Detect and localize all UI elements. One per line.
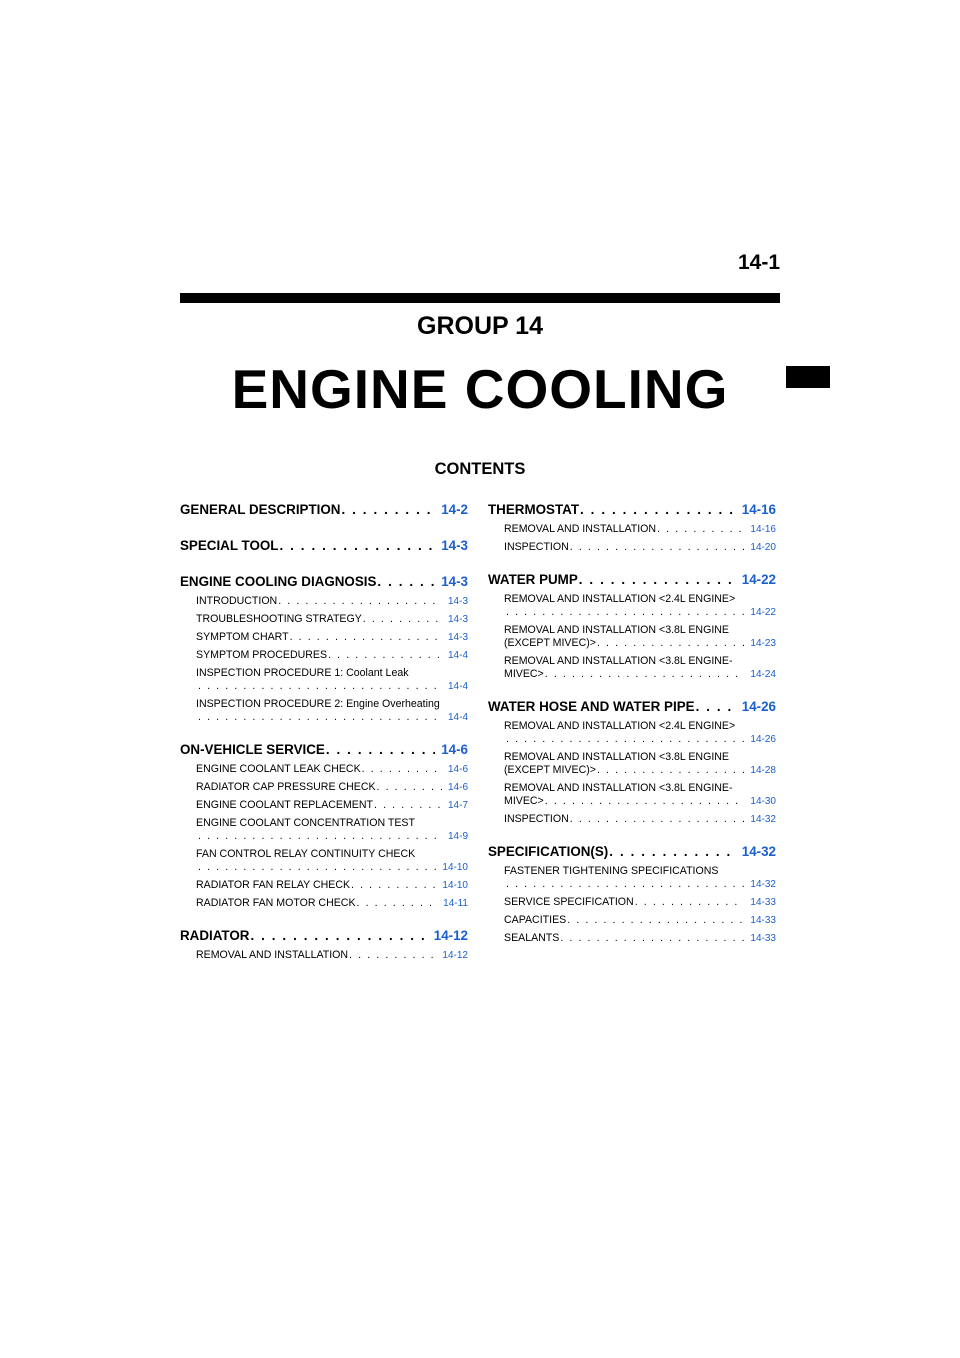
entry-row: [196, 595, 468, 608]
leader-dots: [249, 926, 427, 946]
toc-subentries: [180, 763, 468, 910]
leader-dots: [579, 500, 736, 520]
section-title: THERMOSTAT: [488, 502, 579, 517]
toc-entry[interactable]: [504, 813, 776, 826]
entry-page-link[interactable]: 14-33: [750, 933, 776, 944]
entry-page-link[interactable]: 14-6: [447, 782, 468, 793]
entry-page-link[interactable]: 14-3: [447, 632, 468, 643]
leader-dots: [348, 949, 436, 962]
toc-entry[interactable]: [504, 751, 776, 777]
entry-page-link[interactable]: 14-24: [750, 669, 776, 680]
entry-title-line2: (EXCEPT MIVEC)>: [504, 637, 596, 649]
entry-row: [196, 631, 468, 644]
entry-title: REMOVAL AND INSTALLATION <2.4L ENGINE>: [504, 593, 736, 605]
section-page-link[interactable]: 14-2: [441, 502, 468, 517]
entry-row: [196, 897, 468, 910]
entry-title: RADIATOR FAN MOTOR CHECK: [196, 897, 356, 909]
section-page-link[interactable]: 14-32: [741, 844, 776, 859]
entry-row: [196, 680, 468, 693]
entry-page-link[interactable]: 14-12: [442, 950, 468, 961]
leader-dots: [340, 500, 435, 520]
leader-dots: [278, 536, 435, 556]
entry-row: [504, 914, 776, 927]
entry-row: [196, 781, 468, 794]
section-page-link[interactable]: 14-6: [441, 742, 468, 757]
leader-dots: [361, 763, 442, 776]
entry-page-link[interactable]: 14-20: [750, 542, 776, 553]
section-title: ON-VEHICLE SERVICE: [180, 742, 325, 757]
toc-entry[interactable]: [196, 817, 468, 843]
toc-section-water-pump: [488, 570, 776, 681]
section-page-link[interactable]: 14-12: [433, 928, 468, 943]
leader-dots: [608, 842, 735, 862]
entry-row: [196, 799, 468, 812]
toc-entry[interactable]: [196, 613, 468, 626]
leader-dots: [596, 637, 744, 650]
entry-row: [196, 613, 468, 626]
entry-title: REMOVAL AND INSTALLATION <2.4L ENGINE>: [504, 720, 736, 732]
leader-dots: [544, 668, 745, 681]
toc-entry[interactable]: [504, 523, 776, 536]
entry-page-link[interactable]: 14-4: [447, 712, 468, 723]
toc-entry[interactable]: [196, 799, 468, 812]
entry-page-link[interactable]: 14-32: [750, 879, 776, 890]
entry-title: TROUBLESHOOTING STRATEGY: [196, 613, 362, 625]
toc-entry[interactable]: [196, 595, 468, 608]
toc-section-heading[interactable]: [180, 740, 468, 760]
toc-entry[interactable]: [196, 879, 468, 892]
toc-entry[interactable]: [504, 541, 776, 554]
section-title: SPECIFICATION(S): [488, 844, 609, 859]
entry-title: ENGINE COOLANT CONCENTRATION TEST: [196, 817, 415, 829]
entry-title: ENGINE COOLANT LEAK CHECK: [196, 763, 361, 775]
toc-section-heading[interactable]: [488, 842, 776, 862]
leader-dots: [596, 764, 744, 777]
toc-entry[interactable]: [196, 848, 468, 874]
entry-page-link[interactable]: 14-33: [750, 897, 776, 908]
entry-page-link[interactable]: 14-23: [750, 638, 776, 649]
entry-title: SEALANTS: [504, 932, 560, 944]
toc-entry[interactable]: [504, 914, 776, 927]
entry-row: [504, 764, 776, 777]
entry-title-line1: REMOVAL AND INSTALLATION <3.8L ENGINE: [504, 751, 729, 763]
leader-dots: [559, 932, 744, 945]
toc-subentries: [488, 523, 776, 554]
toc-entry[interactable]: [196, 698, 468, 724]
entry-title: RADIATOR FAN RELAY CHECK: [196, 879, 351, 891]
section-page-link[interactable]: 14-3: [441, 538, 468, 553]
leader-dots: [569, 541, 745, 554]
leader-dots: [196, 861, 436, 874]
section-page-link[interactable]: 14-26: [741, 699, 776, 714]
leader-dots: [277, 595, 442, 608]
toc-entry[interactable]: [196, 631, 468, 644]
toc-entry[interactable]: [504, 655, 776, 681]
group-title: GROUP 14: [417, 312, 543, 340]
toc-subentries: [488, 720, 776, 826]
entry-title: INSPECTION: [504, 813, 569, 825]
entry-row: [504, 733, 776, 746]
toc-section-general-description: [180, 500, 468, 520]
entry-page-link[interactable]: 14-4: [447, 650, 468, 661]
entry-page-link[interactable]: 14-32: [750, 814, 776, 825]
toc-section-heading[interactable]: [488, 697, 776, 717]
section-page-link[interactable]: 14-16: [741, 502, 776, 517]
entry-title: INSPECTION PROCEDURE 2: Engine Overheating: [196, 698, 440, 710]
entry-row: [504, 878, 776, 891]
leader-dots: [289, 631, 442, 644]
leader-dots: [578, 570, 736, 590]
entry-row: [504, 523, 776, 536]
leader-dots: [569, 813, 745, 826]
entry-title: REMOVAL AND INSTALLATION: [504, 523, 657, 535]
entry-title: INSPECTION PROCEDURE 1: Coolant Leak: [196, 667, 409, 679]
entry-title: INTRODUCTION: [196, 595, 278, 607]
entry-row: [504, 637, 776, 650]
toc-entry[interactable]: [196, 949, 468, 962]
entry-title-line2: (EXCEPT MIVEC)>: [504, 764, 596, 776]
entry-row: [504, 606, 776, 619]
toc-subentries: [180, 949, 468, 962]
toc-entry[interactable]: [196, 781, 468, 794]
toc-entry[interactable]: [504, 720, 776, 746]
entry-row: [196, 830, 468, 843]
entry-title-line2: MIVEC>: [504, 668, 544, 680]
leader-dots: [350, 879, 436, 892]
toc-section-radiator: [180, 926, 468, 962]
leader-dots: [544, 795, 745, 808]
leader-dots: [362, 613, 442, 626]
entry-title: RADIATOR CAP PRESSURE CHECK: [196, 781, 376, 793]
leader-dots: [504, 733, 744, 746]
toc-section-water-hose-and-water-pipe: [488, 697, 776, 826]
toc-entry[interactable]: [504, 593, 776, 619]
entry-page-link[interactable]: 14-10: [442, 880, 468, 891]
entry-title: SYMPTOM PROCEDURES: [196, 649, 328, 661]
section-title: WATER HOSE AND WATER PIPE: [488, 699, 695, 714]
page-number: 14-1: [737, 251, 780, 274]
entry-row: [196, 763, 468, 776]
entry-page-link[interactable]: 14-28: [750, 765, 776, 776]
entry-row: [196, 949, 468, 962]
toc-entry[interactable]: [504, 865, 776, 891]
entry-page-link[interactable]: 14-6: [447, 764, 468, 775]
toc-section-heading[interactable]: [180, 500, 468, 520]
entry-title: FASTENER TIGHTENING SPECIFICATIONS: [504, 865, 719, 877]
entry-page-link[interactable]: 14-3: [447, 614, 468, 625]
toc-subentries: [180, 595, 468, 724]
entry-page-link[interactable]: 14-22: [750, 607, 776, 618]
leader-dots: [504, 878, 744, 891]
entry-title: SERVICE SPECIFICATION: [504, 896, 634, 908]
toc-entry[interactable]: [196, 667, 468, 693]
entry-title: REMOVAL AND INSTALLATION: [196, 949, 349, 961]
leader-dots: [566, 914, 744, 927]
entry-page-link[interactable]: 14-16: [750, 524, 776, 535]
toc-left-column: [180, 500, 468, 978]
leader-dots: [504, 606, 744, 619]
toc-entry[interactable]: [504, 782, 776, 808]
entry-row: [504, 795, 776, 808]
main-title: ENGINE COOLING: [231, 358, 729, 420]
entry-row: [196, 861, 468, 874]
leader-dots: [373, 799, 442, 812]
leader-dots: [196, 830, 442, 843]
toc-section-heading[interactable]: [180, 572, 468, 592]
leader-dots: [325, 740, 435, 760]
entry-title-line2: MIVEC>: [504, 795, 544, 807]
entry-title-line1: REMOVAL AND INSTALLATION <3.8L ENGINE-: [504, 782, 733, 794]
leader-dots: [356, 897, 438, 910]
leader-dots: [656, 523, 744, 536]
toc-entry[interactable]: [196, 897, 468, 910]
section-title: RADIATOR: [180, 928, 250, 943]
entry-title: SYMPTOM CHART: [196, 631, 289, 643]
leader-dots: [196, 680, 442, 693]
toc-entry[interactable]: [504, 932, 776, 945]
section-title: ENGINE COOLING DIAGNOSIS: [180, 574, 377, 589]
toc-right-column: [488, 500, 776, 961]
entry-title-line1: REMOVAL AND INSTALLATION <3.8L ENGINE: [504, 624, 729, 636]
entry-page-link[interactable]: 14-30: [750, 796, 776, 807]
entry-title: INSPECTION: [504, 541, 569, 553]
section-page-link[interactable]: 14-22: [741, 572, 776, 587]
entry-title: CAPACITIES: [504, 914, 567, 926]
section-title: WATER PUMP: [488, 572, 578, 587]
entry-page-link[interactable]: 14-26: [750, 734, 776, 745]
leader-dots: [634, 896, 745, 909]
entry-page-link[interactable]: 14-10: [442, 862, 468, 873]
entry-title-line1: REMOVAL AND INSTALLATION <3.8L ENGINE-: [504, 655, 733, 667]
entry-row: [196, 649, 468, 662]
toc-entry[interactable]: [504, 624, 776, 650]
entry-title: ENGINE COOLANT REPLACEMENT: [196, 799, 373, 811]
section-title: SPECIAL TOOL: [180, 538, 279, 553]
entry-row: [504, 541, 776, 554]
section-title: GENERAL DESCRIPTION: [180, 502, 341, 517]
toc-entry[interactable]: [196, 649, 468, 662]
entry-row: [504, 932, 776, 945]
entry-page-link[interactable]: 14-11: [443, 898, 468, 909]
leader-dots: [695, 697, 736, 717]
entry-row: [504, 668, 776, 681]
toc-section-heading[interactable]: [488, 570, 776, 590]
toc-entry[interactable]: [196, 763, 468, 776]
entry-page-link[interactable]: 14-4: [447, 681, 468, 692]
toc-section-on-vehicle-service: [180, 740, 468, 910]
section-page-link[interactable]: 14-3: [441, 574, 468, 589]
toc-section-specification-s: [488, 842, 776, 945]
leader-dots: [376, 572, 435, 592]
entry-page-link[interactable]: 14-3: [447, 596, 468, 607]
toc-section-heading[interactable]: [180, 926, 468, 946]
toc-section-engine-cooling-diagnosis: [180, 572, 468, 724]
entry-row: [196, 879, 468, 892]
toc-subentries: [488, 865, 776, 945]
header-rule: [180, 293, 780, 303]
toc-section-heading[interactable]: [488, 500, 776, 520]
toc-entry[interactable]: [504, 896, 776, 909]
entry-page-link[interactable]: 14-33: [750, 915, 776, 926]
leader-dots: [376, 781, 442, 794]
toc-section-special-tool: [180, 536, 468, 556]
entry-row: [196, 711, 468, 724]
toc-subentries: [488, 593, 776, 681]
toc-section-heading[interactable]: [180, 536, 468, 556]
entry-page-link[interactable]: 14-9: [447, 831, 468, 842]
toc-section-thermostat: [488, 500, 776, 554]
leader-dots: [327, 649, 442, 662]
contents-heading: CONTENTS: [434, 460, 526, 478]
leader-dots: [196, 711, 442, 724]
entry-row: [504, 896, 776, 909]
entry-title: FAN CONTROL RELAY CONTINUITY CHECK: [196, 848, 416, 860]
entry-row: [504, 813, 776, 826]
entry-page-link[interactable]: 14-7: [447, 800, 468, 811]
